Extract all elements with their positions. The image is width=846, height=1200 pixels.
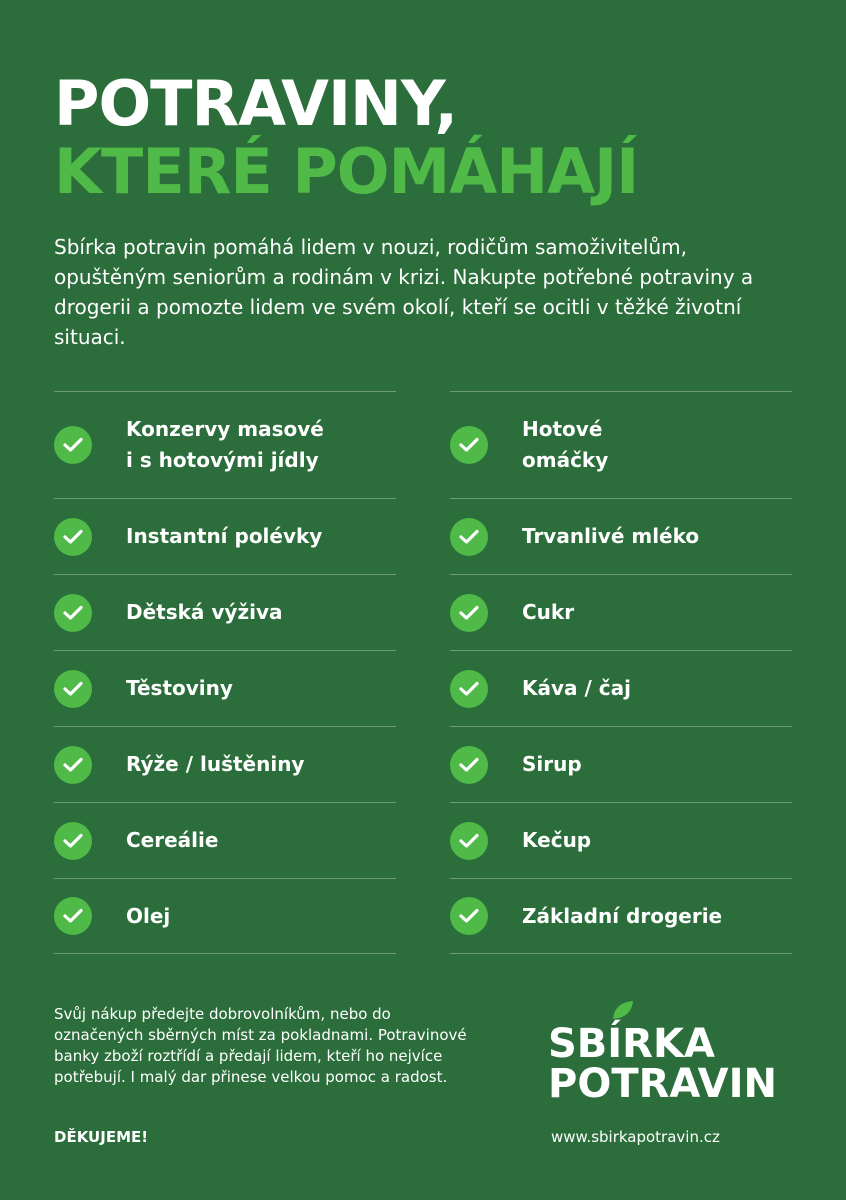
check-icon xyxy=(450,670,488,708)
item-label: Hotové omáčky xyxy=(522,417,609,472)
check-icon xyxy=(450,426,488,464)
check-icon xyxy=(54,746,92,784)
list-item xyxy=(54,574,396,650)
list-item xyxy=(54,391,396,498)
list-item xyxy=(450,498,792,574)
page-title xyxy=(54,67,639,208)
check-icon xyxy=(54,518,92,556)
check-icon xyxy=(450,897,488,935)
check-icon xyxy=(54,426,92,464)
item-label: Sirup xyxy=(522,752,582,776)
item-label: Olej xyxy=(126,903,171,928)
title-line-2: KTERÉ POMÁHAJÍ xyxy=(54,135,639,208)
check-icon xyxy=(54,897,92,935)
footer-text: Svůj nákup předejte dobrovolníkům, nebo do označených sběrných míst za pokladnami. Potravinové banky zboží roztřídí a předají lidem, kteří ho nejvíce potřebují. I malý dar přinese velkou pomoc a radost. xyxy=(54,1005,467,1086)
item-label: Rýže / luštěniny xyxy=(126,752,305,776)
intro-paragraph: Sbírka potravin pomáhá lidem v nouzi, rodičům samoživitelům, opuštěným seniorům a rodinám v krizi. Nakupte potřebné potraviny a drogerii a pomozte lidem ve svém okolí, kteří se ocitli v těžké životní situaci. xyxy=(54,235,754,349)
item-label: Základní drogerie xyxy=(522,903,723,928)
check-icon xyxy=(450,746,488,784)
items-list-right xyxy=(450,391,792,954)
list-item xyxy=(450,726,792,802)
check-icon xyxy=(450,822,488,860)
item-label: Těstoviny xyxy=(126,676,233,700)
item-label: Konzervy masové i s hotovými jídly xyxy=(126,417,324,472)
list-item xyxy=(54,802,396,878)
list-item xyxy=(450,574,792,650)
logo-line-2: POTRAVIN xyxy=(548,1061,777,1107)
item-label: Káva / čaj xyxy=(522,676,631,700)
items-list-left xyxy=(54,391,396,954)
title-line-1: POTRAVINY, xyxy=(54,67,458,140)
check-icon xyxy=(450,518,488,556)
item-label: Dětská výživa xyxy=(126,600,283,624)
check-icon xyxy=(54,594,92,632)
thanks-text: DĚKUJEME! xyxy=(54,1128,149,1146)
logo-line-1: SBÍRKA xyxy=(548,1021,715,1067)
leaf-icon xyxy=(612,1000,634,1020)
check-icon xyxy=(450,594,488,632)
check-icon xyxy=(54,670,92,708)
list-item xyxy=(450,391,792,498)
list-item xyxy=(450,878,792,954)
item-label: Kečup xyxy=(522,828,592,852)
website-link[interactable]: www.sbirkapotravin.cz xyxy=(551,1128,720,1146)
list-item xyxy=(450,650,792,726)
list-item xyxy=(54,726,396,802)
item-label: Trvanlivé mléko xyxy=(522,524,700,548)
list-item xyxy=(54,650,396,726)
item-label: Cereálie xyxy=(126,828,219,852)
item-label: Instantní polévky xyxy=(126,524,323,548)
logo xyxy=(548,1000,798,1110)
list-item xyxy=(54,878,396,954)
list-item xyxy=(54,498,396,574)
check-icon xyxy=(54,822,92,860)
list-item xyxy=(450,802,792,878)
item-label: Cukr xyxy=(522,600,575,624)
